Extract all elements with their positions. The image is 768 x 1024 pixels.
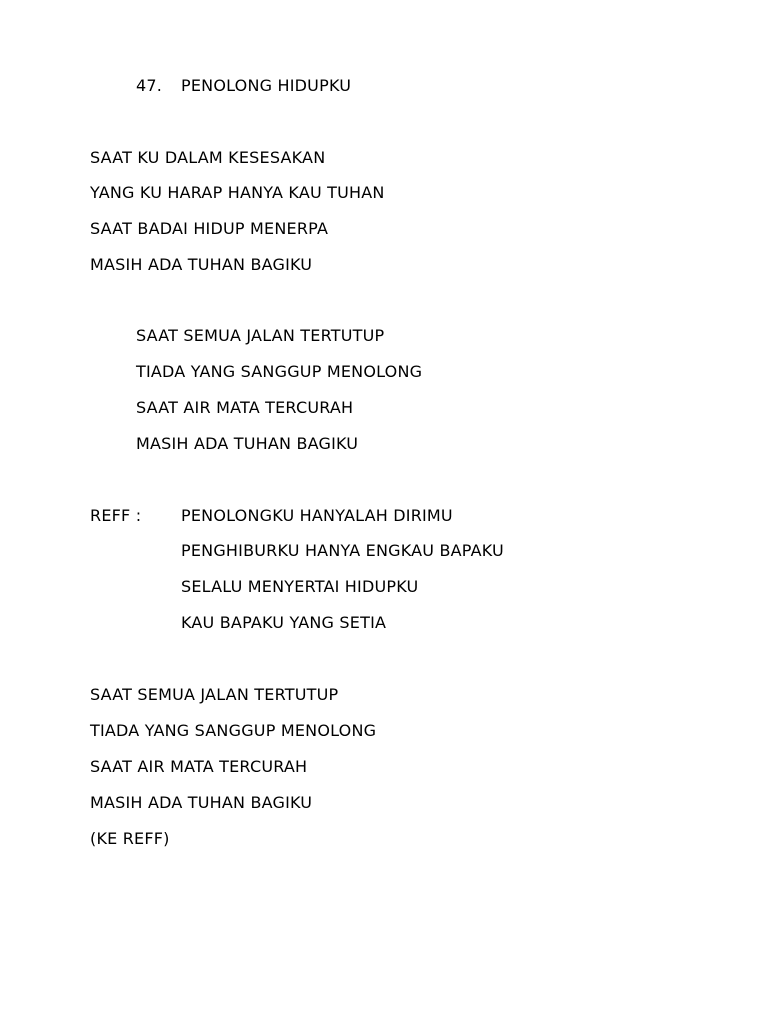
lyric-line: SAAT SEMUA JALAN TERTUTUP <box>90 685 339 704</box>
song-title: PENOLONG HIDUPKU <box>181 76 352 95</box>
lyric-line: TIADA YANG SANGGUP MENOLONG <box>90 721 377 740</box>
lyric-line: SELALU MENYERTAI HIDUPKU <box>181 577 419 596</box>
lyric-line: TIADA YANG SANGGUP MENOLONG <box>136 362 423 381</box>
lyric-line: SAAT AIR MATA TERCURAH <box>90 757 308 776</box>
lyric-line: PENOLONGKU HANYALAH DIRIMU <box>181 506 453 525</box>
lyric-line: SAAT KU DALAM KESESAKAN <box>90 148 326 167</box>
lyric-line: KAU BAPAKU YANG SETIA <box>181 613 387 632</box>
lyric-line: MASIH ADA TUHAN BAGIKU <box>136 434 359 453</box>
lyric-line: SAAT SEMUA JALAN TERTUTUP <box>136 326 385 345</box>
lyric-line: MASIH ADA TUHAN BAGIKU <box>90 255 313 274</box>
lyric-line: SAAT AIR MATA TERCURAH <box>136 398 354 417</box>
lyric-line: PENGHIBURKU HANYA ENGKAU BAPAKU <box>181 541 504 560</box>
lyric-line: YANG KU HARAP HANYA KAU TUHAN <box>90 183 385 202</box>
song-number: 47. <box>136 76 163 95</box>
lyric-line: MASIH ADA TUHAN BAGIKU <box>90 793 313 812</box>
refrain-label: REFF : <box>90 506 142 525</box>
refrain-cue: (KE REFF) <box>90 829 170 848</box>
lyric-line: SAAT BADAI HIDUP MENERPA <box>90 219 329 238</box>
